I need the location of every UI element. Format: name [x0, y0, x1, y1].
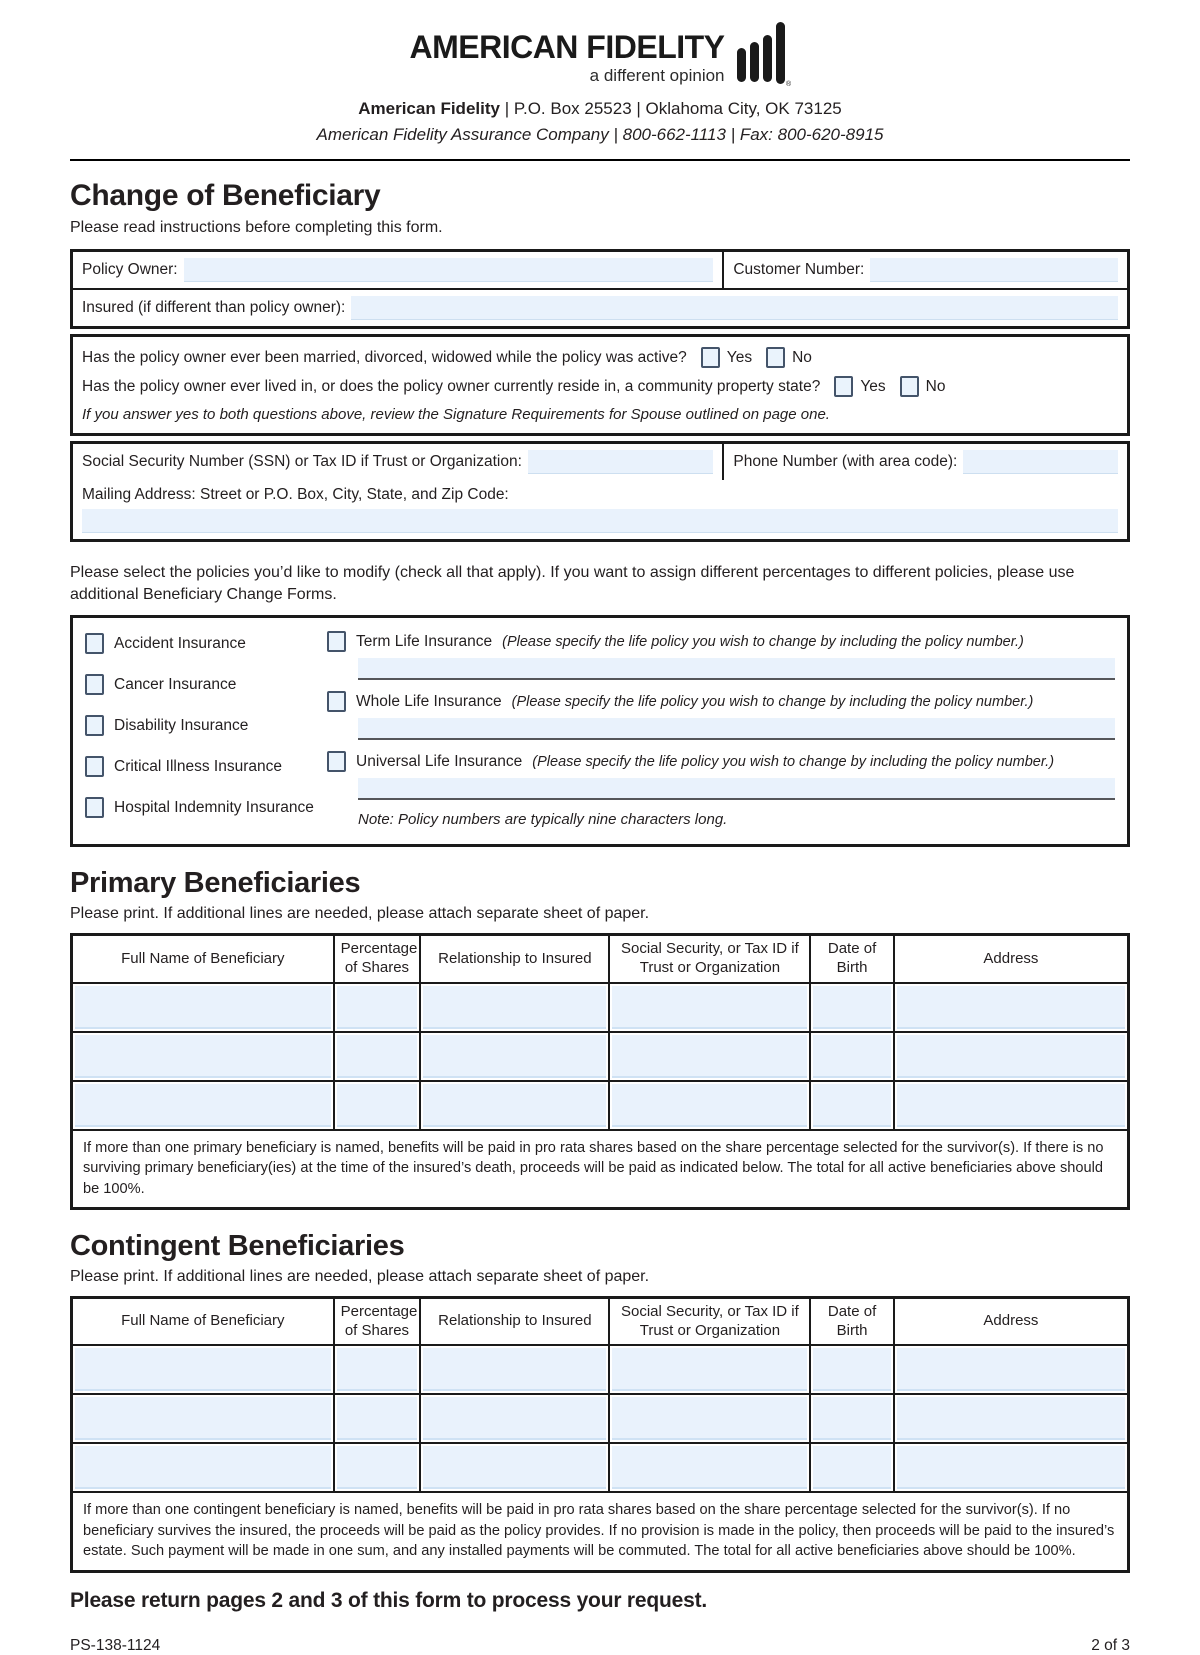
community-question-row	[82, 372, 1118, 401]
primary-r3-percentage-input[interactable]	[337, 1084, 418, 1127]
contingent-r2-dob-input[interactable]	[813, 1397, 891, 1440]
contact-line-1-rest: | P.O. Box 25523 | Oklahoma City, OK 73125	[499, 99, 842, 118]
cancer-insurance-label: Cancer Insurance	[114, 675, 237, 693]
questions-rows	[73, 337, 1127, 433]
contact-line-2: American Fidelity Assurance Company | 800-662-1113 | Fax: 800-620-8915	[316, 124, 884, 144]
universal-life-row	[327, 751, 1115, 772]
ssn-label: Social Security Number (SSN) or Tax ID if Trust or Organization:	[82, 453, 522, 470]
policy-option-disability	[85, 713, 327, 738]
whole-life-policy-number-input[interactable]	[358, 718, 1115, 740]
contingent-beneficiary-row-2	[72, 1394, 1129, 1443]
brand-name: AMERICAN FIDELITY	[409, 29, 725, 66]
contact-company-short: American Fidelity	[358, 99, 500, 118]
contingent-note: If more than one contingent beneficiary is named, benefits will be paid in pro rata shares based on the share percentage selected for the survivor(s). If no beneficiary survives the insured, the proceeds will be paid as the policy provides. If no provision is made in the policy, then proceeds will be paid to the insured’s estate. Such payment will be made in one sum, and any installed payments will be commuted. The total for all active beneficiaries above should be 100%.	[72, 1492, 1129, 1571]
primary-r3-name-input[interactable]	[75, 1084, 331, 1127]
column-header-relationship: Relationship to Insured	[420, 935, 609, 983]
contingent-r3-name-input[interactable]	[75, 1446, 331, 1489]
term-life-row	[327, 631, 1115, 652]
primary-r1-relationship-input[interactable]	[423, 986, 606, 1029]
brand-logo-text	[409, 31, 724, 86]
critical-illness-insurance-label: Critical Illness Insurance	[114, 757, 282, 775]
marital-yes-checkbox[interactable]	[701, 347, 720, 368]
column-header-address: Address	[894, 935, 1129, 983]
contingent-r3-dob-input[interactable]	[813, 1446, 891, 1489]
policy-owner-label: Policy Owner:	[82, 261, 178, 278]
header-divider	[70, 159, 1130, 161]
universal-life-note: (Please specify the life policy you wish to change by including the policy number.)	[532, 753, 1055, 770]
primary-r2-address-input[interactable]	[897, 1035, 1125, 1078]
contingent-r3-ssn-input[interactable]	[612, 1446, 807, 1489]
marital-yes-label: Yes	[726, 348, 753, 366]
page-subtitle: Please read instructions before completing this form.	[70, 219, 443, 236]
column-header-percentage: Percentage of Shares	[334, 935, 421, 983]
mailing-address-row	[73, 480, 1127, 539]
contingent-r1-ssn-input[interactable]	[612, 1348, 807, 1391]
column-header-relationship: Relationship to Insured	[420, 1297, 609, 1345]
column-header-ssn: Social Security, or Tax ID if Trust or Organization	[609, 1297, 810, 1345]
universal-life-checkbox[interactable]	[327, 751, 346, 772]
policy-selection-intro: Please select the policies you’d like to modify (check all that apply). If you want to assign different percentages to different policies, please use additional Beneficiary Change Forms.	[70, 564, 1075, 604]
contingent-r2-address-input[interactable]	[897, 1397, 1125, 1440]
phone-cell	[724, 444, 1127, 480]
critical-illness-insurance-checkbox[interactable]	[85, 756, 104, 777]
questions-box	[70, 334, 1130, 436]
ssn-input[interactable]	[528, 450, 713, 474]
primary-r1-percentage-input[interactable]	[337, 986, 418, 1029]
contingent-r3-address-input[interactable]	[897, 1446, 1125, 1489]
column-header-dob: Date of Birth	[810, 935, 894, 983]
return-instruction: Please return pages 2 and 3 of this form to process your request.	[70, 1588, 708, 1612]
contingent-r2-relationship-input[interactable]	[423, 1397, 606, 1440]
policy-owner-cell	[73, 252, 724, 288]
whole-life-label: Whole Life Insurance	[356, 692, 502, 710]
contact-block	[70, 96, 1130, 147]
primary-r1-ssn-input[interactable]	[612, 986, 807, 1029]
customer-number-label: Customer Number:	[733, 261, 865, 278]
policy-number-note: Note: Policy numbers are typically nine characters long.	[358, 811, 728, 829]
contingent-beneficiary-row-3	[72, 1443, 1129, 1492]
primary-r2-relationship-input[interactable]	[423, 1035, 606, 1078]
universal-life-policy-number-input[interactable]	[358, 778, 1115, 800]
phone-label: Phone Number (with area code):	[733, 453, 958, 470]
marital-question-row	[82, 343, 1118, 372]
page-footer	[70, 1637, 1130, 1655]
primary-r2-name-input[interactable]	[75, 1035, 331, 1078]
primary-r2-dob-input[interactable]	[813, 1035, 891, 1078]
community-no-checkbox[interactable]	[900, 376, 919, 397]
marital-no-label: No	[792, 348, 812, 366]
ssn-phone-row	[73, 444, 1127, 480]
primary-r3-address-input[interactable]	[897, 1084, 1125, 1127]
contingent-r1-dob-input[interactable]	[813, 1348, 891, 1391]
contingent-beneficiaries-heading: Contingent Beneficiaries	[70, 1229, 405, 1262]
term-life-checkbox[interactable]	[327, 631, 346, 652]
column-header-ssn: Social Security, or Tax ID if Trust or Organization	[609, 935, 810, 983]
term-life-label: Term Life Insurance	[356, 632, 493, 650]
policy-selection-box	[70, 615, 1130, 847]
universal-life-label: Universal Life Insurance	[356, 752, 523, 770]
policy-owner-row	[73, 252, 1127, 288]
contingent-r2-percentage-input[interactable]	[337, 1397, 418, 1440]
form-number: PS-138-1124	[70, 1636, 161, 1654]
mailing-address-input[interactable]	[82, 509, 1118, 533]
term-life-note: (Please specify the life policy you wish to change by including the policy number.)	[502, 633, 1024, 650]
whole-life-checkbox[interactable]	[327, 691, 346, 712]
page-title: Change of Beneficiary	[70, 179, 381, 212]
cancer-insurance-checkbox[interactable]	[85, 674, 104, 695]
accident-insurance-checkbox[interactable]	[85, 633, 104, 654]
primary-r2-percentage-input[interactable]	[337, 1035, 418, 1078]
page-indicator: 2 of 3	[1091, 1636, 1130, 1654]
primary-header-row	[72, 935, 1129, 983]
customer-number-input[interactable]	[870, 258, 1118, 282]
mailing-address-label: Mailing Address: Street or P.O. Box, City, State, and Zip Code:	[82, 486, 509, 503]
contingent-r2-ssn-input[interactable]	[612, 1397, 807, 1440]
primary-beneficiaries-heading: Primary Beneficiaries	[70, 867, 361, 900]
primary-r2-ssn-input[interactable]	[612, 1035, 807, 1078]
primary-r3-ssn-input[interactable]	[612, 1084, 807, 1127]
primary-note: If more than one primary beneficiary is named, benefits will be paid in pro rata shares based on the share percentage selected for the survivor(s). If there is no surviving primary beneficiary(ies) at the time of the insured’s death, proceeds will be paid as indicated below. The total for all active beneficiaries above should be 100%.	[72, 1130, 1129, 1209]
column-header-percentage: Percentage of Shares	[334, 1297, 421, 1345]
customer-number-cell	[724, 252, 1127, 288]
whole-life-note: (Please specify the life policy you wish to change by including the policy number.)	[511, 693, 1034, 710]
contingent-r3-relationship-input[interactable]	[423, 1446, 606, 1489]
disability-insurance-checkbox[interactable]	[85, 715, 104, 736]
contingent-beneficiaries-table	[70, 1296, 1130, 1573]
primary-beneficiaries-table	[70, 933, 1130, 1210]
policy-options-right	[327, 631, 1115, 836]
contingent-r3-percentage-input[interactable]	[337, 1446, 418, 1489]
registered-mark: ®	[785, 81, 791, 86]
primary-r3-dob-input[interactable]	[813, 1084, 891, 1127]
whole-life-row	[327, 691, 1115, 712]
primary-beneficiary-row-3	[72, 1081, 1129, 1130]
community-yes-checkbox[interactable]	[834, 376, 853, 397]
contingent-beneficiary-row-1	[72, 1345, 1129, 1394]
column-header-dob: Date of Birth	[810, 1297, 894, 1345]
primary-r3-relationship-input[interactable]	[423, 1084, 606, 1127]
contingent-beneficiaries-subtitle: Please print. If additional lines are needed, please attach separate sheet of paper.	[70, 1267, 650, 1285]
marital-no-checkbox[interactable]	[766, 347, 785, 368]
contact-line-1	[70, 96, 1130, 122]
primary-beneficiary-row-2	[72, 1032, 1129, 1081]
brand-logo	[70, 22, 1130, 86]
disability-insurance-label: Disability Insurance	[114, 716, 249, 734]
insured-row	[73, 288, 1127, 326]
policy-owner-input[interactable]	[184, 258, 714, 282]
policy-option-cancer	[85, 672, 327, 697]
policy-option-accident	[85, 631, 327, 656]
column-header-full-name: Full Name of Beneficiary	[72, 1297, 334, 1345]
contingent-header-row	[72, 1297, 1129, 1345]
hospital-indemnity-insurance-label: Hospital Indemnity Insurance	[114, 798, 314, 816]
owner-info-box	[70, 249, 1130, 329]
questions-note: If you answer yes to both questions above, review the Signature Requirements for Spouse outlined on page one.	[82, 405, 830, 423]
primary-r1-dob-input[interactable]	[813, 986, 891, 1029]
contingent-r1-relationship-input[interactable]	[423, 1348, 606, 1391]
contingent-r2-name-input[interactable]	[75, 1397, 331, 1440]
hospital-indemnity-insurance-checkbox[interactable]	[85, 797, 104, 818]
ssn-cell	[73, 444, 724, 480]
community-yes-label: Yes	[860, 377, 886, 395]
primary-beneficiaries-subtitle: Please print. If additional lines are needed, please attach separate sheet of paper.	[70, 905, 650, 923]
policy-options-left	[85, 631, 327, 836]
term-life-policy-number-input[interactable]	[358, 658, 1115, 680]
phone-input[interactable]	[963, 450, 1118, 474]
primary-note-row	[72, 1130, 1129, 1209]
primary-r1-address-input[interactable]	[897, 986, 1125, 1029]
primary-r1-name-input[interactable]	[75, 986, 331, 1029]
accident-insurance-label: Accident Insurance	[114, 634, 246, 652]
column-header-address: Address	[894, 1297, 1129, 1345]
community-question: Has the policy owner ever lived in, or does the policy owner currently reside in, a community property state?	[82, 377, 821, 395]
contingent-note-row	[72, 1492, 1129, 1571]
insured-input[interactable]	[351, 296, 1118, 320]
marital-question: Has the policy owner ever been married, divorced, widowed while the policy was active?	[82, 348, 687, 366]
ssn-address-box	[70, 441, 1130, 542]
contingent-r1-address-input[interactable]	[897, 1348, 1125, 1391]
brand-tagline: a different opinion	[589, 66, 725, 85]
primary-beneficiary-row-1	[72, 983, 1129, 1032]
brand-bars-icon	[737, 22, 791, 86]
contingent-r1-name-input[interactable]	[75, 1348, 331, 1391]
insured-label: Insured (if different than policy owner):	[82, 299, 346, 316]
policy-option-hospital-indemnity	[85, 795, 327, 820]
policy-option-critical-illness	[85, 754, 327, 779]
column-header-full-name: Full Name of Beneficiary	[72, 935, 334, 983]
contingent-r1-percentage-input[interactable]	[337, 1348, 418, 1391]
community-no-label: No	[925, 377, 946, 395]
